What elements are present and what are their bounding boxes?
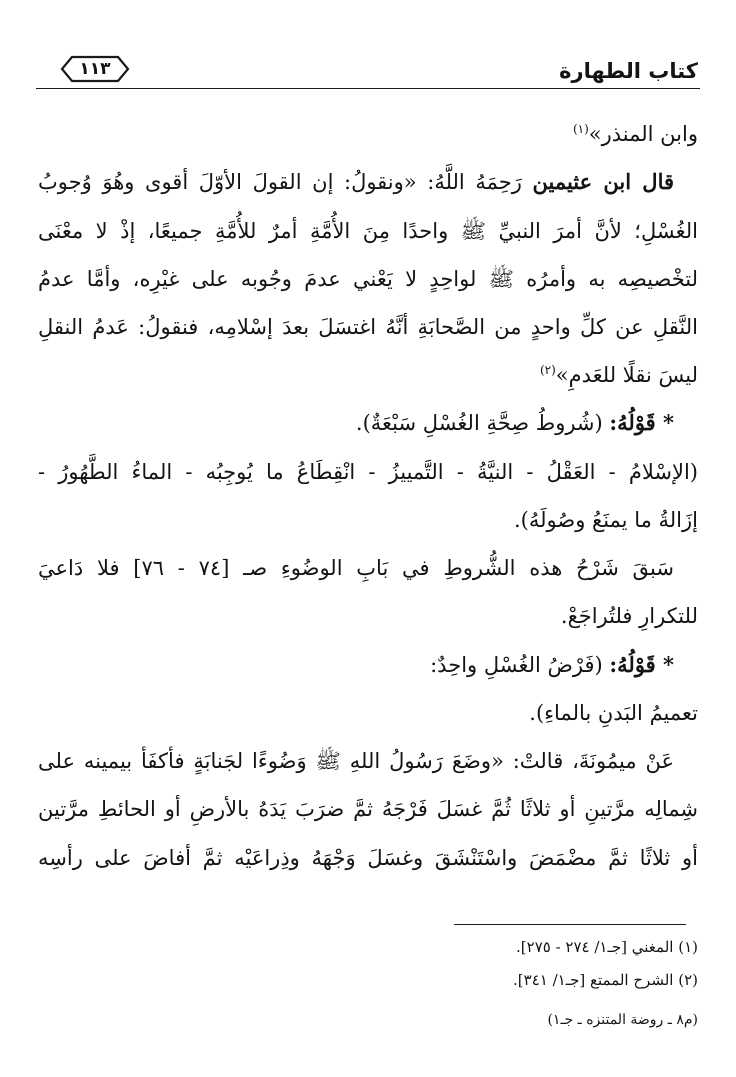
text-line-1: وابن المنذر»$^{(١)}$ [572,122,698,146]
text-line-8: (الإسْلامُ - العَقْلُ - النيَّةُ - التَّمييزُ - انْقِطَاعُ ما يُوجِبُه - الماءُ الطَّهُورُ - [38,460,698,484]
matn-marker: * قَوْلُهُ: [609,410,674,435]
text-line-14: عَنْ ميمُونَةَ، قالتْ: «وضَعَ رَسُولُ اللهِ ﷺ وَضُوءًا لجَنابَةٍ فأكفَأ بيمينه على [38,749,674,773]
text-line-15: شِمالِه مرَّتينِ أو ثلاثًا ثُمَّ غسَلَ فَرْجَهُ ثمَّ ضرَبَ يَدَهُ بالأرضِ أو الحائطِ مرَّتين [38,797,698,821]
text-line-2: قال ابن عثيمين رَحِمَهُ اللَّهُ: «ونقولُ: إن القولَ الأوّلَ أقوى وهُوَ وُجوبُ [38,169,674,194]
text-line-9: إزَالةُ ما يمنَعُ وصُولَهُ). [514,508,698,532]
text-line-6: ليسَ نقلًا للعَدمِ»$^{(٢)}$ [539,363,698,387]
printer-signature: (م٨ ـ روضة المتنزه ـ جـ١) [547,1012,698,1028]
header-rule [36,88,700,89]
matn-marker: * قَوْلُهُ: [609,652,674,677]
footnote-2: (٢) الشرح الممتع [جـ١/ ٣٤١]. [513,971,698,989]
footnote-separator [454,924,686,925]
footnote-1: (١) المغني [جـ١/ ٢٧٤ - ٢٧٥]. [516,938,698,956]
text-line-13: تعميمُ البَدنِ بالماءِ). [529,701,698,725]
page-number: ١١٣ [79,59,111,79]
page-number-badge [60,55,130,83]
text-line-4: لتخْصيصِه به وأمرُه ﷺ لواحِدٍ لا يَعْني عدمَ وجُوبه على غيْرِه، وأمَّا عدمُ [38,267,698,291]
text-line-16: أو ثلاثًا ثمَّ مضْمَضَ واسْتَنْشَقَ وغسَلَ وَجْهَهُ وذِراعَيْه ثمَّ أفاضَ على رأسِه [38,846,698,870]
running-header-title: كتاب الطهارة [559,59,698,83]
text-line-12: * قَوْلُهُ: (فَرْضُ الغُسْلِ واحِدٌ: [430,652,674,677]
text-line-11: للتكرارِ فلتُراجَعْ. [560,604,698,628]
text-line-7: * قَوْلُهُ: (شُروطُ صِحَّةِ الغُسْلِ سَبْعَةٌ). [355,410,674,435]
quote-author: قال ابن عثيمين [532,169,674,194]
text-line-10: سَبقَ شَرْحُ هذه الشُّروطِ في بَابِ الوضُوءِ صـ [٧٤ - ٧٦] فلا دَاعيَ [38,556,674,580]
footnote-ref-1: (١) [572,122,589,136]
text-line-5: النَّقلِ عن كلِّ واحدٍ من الصَّحابَةِ أنَّهُ اغتسَلَ بعدَ إسْلامِه، فنقولُ: عَدمُ النقلِ [38,315,698,339]
footnote-ref-2: (٢) [539,363,556,377]
text-line-3: الغُسْلِ؛ لأنَّ أمرَ النبيِّ ﷺ واحدًا مِنَ الأُمَّةِ أمرٌ للأُمَّةِ جميعًا، إذْ لا معْنَى [38,219,698,243]
